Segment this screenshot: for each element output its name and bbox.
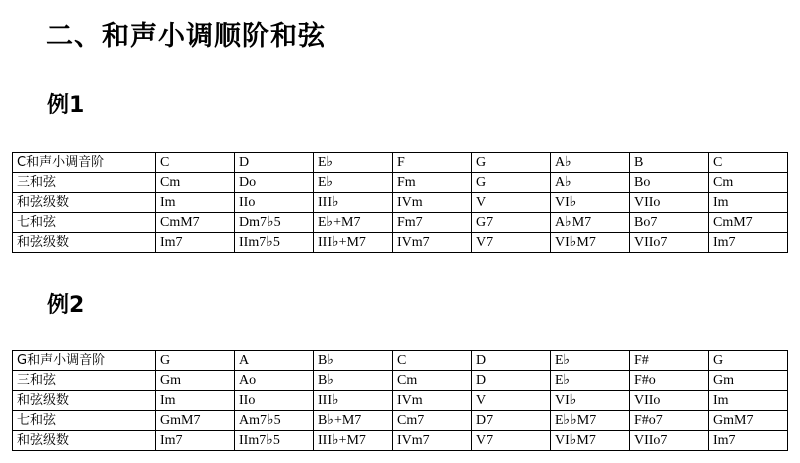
- table-cell: F#o7: [630, 411, 709, 431]
- page-title: 二、和声小调顺阶和弦: [46, 21, 326, 52]
- example-1-label: 例1: [47, 93, 85, 118]
- table-cell: CmM7: [156, 213, 235, 233]
- table-cell: F: [393, 153, 472, 173]
- table-cell: Gm: [709, 371, 788, 391]
- table-cell: GmM7: [709, 411, 788, 431]
- table-cell: Do: [235, 173, 314, 193]
- table-cell: III♭+M7: [314, 431, 393, 451]
- table-cell: G: [472, 153, 551, 173]
- table-row: [13, 391, 788, 411]
- table-cell: Im: [709, 193, 788, 213]
- table-row: [13, 411, 788, 431]
- table-cell: Cm: [709, 173, 788, 193]
- row-header: 和弦级数: [13, 233, 156, 253]
- table-cell: G: [156, 351, 235, 371]
- table-row: [13, 153, 788, 173]
- table-cell: IIo: [235, 193, 314, 213]
- table-cell: A♭: [551, 173, 630, 193]
- table-cell: VI♭: [551, 193, 630, 213]
- row-header: C和声小调音阶: [13, 153, 156, 173]
- table-cell: Bo7: [630, 213, 709, 233]
- table-cell: C: [709, 153, 788, 173]
- table-cell: IVm: [393, 193, 472, 213]
- row-header: 三和弦: [13, 371, 156, 391]
- table-cell: D7: [472, 411, 551, 431]
- table-cell: Fm: [393, 173, 472, 193]
- table-cell: IIm7♭5: [235, 233, 314, 253]
- table-cell: A♭: [551, 153, 630, 173]
- table-cell: Ao: [235, 371, 314, 391]
- row-header: G和声小调音阶: [13, 351, 156, 371]
- table-cell: Cm7: [393, 411, 472, 431]
- table-cell: G: [472, 173, 551, 193]
- table-cell: Gm: [156, 371, 235, 391]
- table-cell: GmM7: [156, 411, 235, 431]
- table-cell: Im7: [709, 431, 788, 451]
- row-header: 三和弦: [13, 173, 156, 193]
- table-cell: E♭: [551, 351, 630, 371]
- table-cell: D: [472, 351, 551, 371]
- table-cell: G7: [472, 213, 551, 233]
- table-cell: Im7: [709, 233, 788, 253]
- table-cell: V: [472, 391, 551, 411]
- table-cell: IIo: [235, 391, 314, 411]
- table-cell: B: [630, 153, 709, 173]
- chord-table-example-1: [12, 152, 788, 253]
- table-cell: E♭+M7: [314, 213, 393, 233]
- table-cell: IVm7: [393, 233, 472, 253]
- table-cell: E♭: [551, 371, 630, 391]
- table-cell: VIIo: [630, 193, 709, 213]
- table-cell: VI♭M7: [551, 431, 630, 451]
- table-cell: B♭+M7: [314, 411, 393, 431]
- table-cell: F#o: [630, 371, 709, 391]
- table-cell: Cm: [156, 173, 235, 193]
- table-cell: Fm7: [393, 213, 472, 233]
- table-cell: A♭M7: [551, 213, 630, 233]
- table-cell: Am7♭5: [235, 411, 314, 431]
- table-cell: B♭: [314, 371, 393, 391]
- table-cell: V7: [472, 431, 551, 451]
- table-cell: III♭: [314, 193, 393, 213]
- table-cell: Im7: [156, 431, 235, 451]
- table-row: [13, 371, 788, 391]
- row-header: 七和弦: [13, 213, 156, 233]
- table-cell: Im7: [156, 233, 235, 253]
- table-cell: D: [472, 371, 551, 391]
- table-cell: E♭: [314, 153, 393, 173]
- table-cell: Dm7♭5: [235, 213, 314, 233]
- table-cell: IVm: [393, 391, 472, 411]
- table-cell: B♭: [314, 351, 393, 371]
- table-row: [13, 351, 788, 371]
- table-cell: Cm: [393, 371, 472, 391]
- row-header: 七和弦: [13, 411, 156, 431]
- table-cell: C: [393, 351, 472, 371]
- table-cell: Bo: [630, 173, 709, 193]
- table-row: [13, 193, 788, 213]
- table-cell: III♭+M7: [314, 233, 393, 253]
- table-cell: V: [472, 193, 551, 213]
- table-cell: E♭: [314, 173, 393, 193]
- table-cell: C: [156, 153, 235, 173]
- table-cell: VIIo7: [630, 431, 709, 451]
- table-row: [13, 173, 788, 193]
- example-2-label: 例2: [47, 293, 85, 318]
- chord-table-example-2: [12, 350, 788, 451]
- table-cell: IVm7: [393, 431, 472, 451]
- row-header: 和弦级数: [13, 431, 156, 451]
- table-cell: E♭♭M7: [551, 411, 630, 431]
- table-cell: VI♭M7: [551, 233, 630, 253]
- table-cell: VI♭: [551, 391, 630, 411]
- table-cell: D: [235, 153, 314, 173]
- table-cell: IIm7♭5: [235, 431, 314, 451]
- table-row: [13, 233, 788, 253]
- table-cell: Im: [156, 193, 235, 213]
- table-cell: G: [709, 351, 788, 371]
- table-cell: Im: [709, 391, 788, 411]
- table-cell: VIIo7: [630, 233, 709, 253]
- table-cell: A: [235, 351, 314, 371]
- table-cell: CmM7: [709, 213, 788, 233]
- table-cell: Im: [156, 391, 235, 411]
- table-cell: III♭: [314, 391, 393, 411]
- table-cell: VIIo: [630, 391, 709, 411]
- table-cell: F#: [630, 351, 709, 371]
- row-header: 和弦级数: [13, 391, 156, 411]
- table-row: [13, 213, 788, 233]
- row-header: 和弦级数: [13, 193, 156, 213]
- table-row: [13, 431, 788, 451]
- table-cell: V7: [472, 233, 551, 253]
